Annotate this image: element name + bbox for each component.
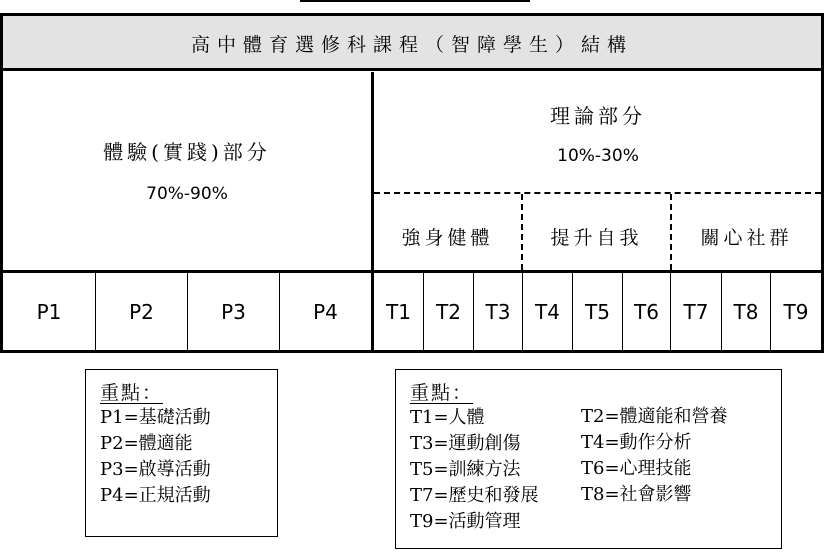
code-cell: T6 bbox=[623, 273, 671, 351]
code-cell: T3 bbox=[474, 273, 523, 351]
legend-t-line: T6=心理技能 bbox=[581, 458, 692, 479]
legend-p-line: P3=啟導活動 bbox=[100, 459, 211, 480]
code-cell: P1 bbox=[3, 273, 96, 351]
legend-p-line: P1=基礎活動 bbox=[100, 407, 211, 428]
legend-t-line: T8=社會影響 bbox=[581, 484, 692, 505]
title-divider bbox=[3, 68, 821, 71]
code-cell: T2 bbox=[424, 273, 474, 351]
group-community-care: 關心社群 bbox=[700, 227, 793, 249]
experience-label: 體驗(實踐)部分 bbox=[103, 140, 271, 164]
legend-t-line: T7=歷史和發展 bbox=[410, 485, 539, 506]
code-cell: T1 bbox=[374, 273, 424, 351]
legend-t-line: T9=活動管理 bbox=[410, 511, 521, 532]
theory-label: 理論部分 bbox=[550, 104, 646, 128]
experience-percent: 70%-90% bbox=[146, 184, 228, 204]
experience-section bbox=[3, 72, 371, 269]
theory-percent: 10%-30% bbox=[557, 146, 639, 166]
theory-group-divider bbox=[374, 192, 821, 194]
legend-p-line: P2=體適能 bbox=[100, 433, 193, 454]
code-cell: P4 bbox=[280, 273, 374, 351]
code-cell: P3 bbox=[188, 273, 280, 351]
code-row bbox=[3, 273, 821, 351]
table-title: 高中體育選修科課程（智障學生）結構 bbox=[3, 16, 821, 70]
code-cell: T7 bbox=[671, 273, 722, 351]
group-self-improvement: 提升自我 bbox=[550, 227, 643, 249]
legend-t-line: T5=訓練方法 bbox=[410, 459, 521, 480]
legend-t-line: T1=人體 bbox=[410, 407, 485, 428]
top-rule bbox=[300, 0, 530, 5]
code-cell: P2 bbox=[96, 273, 188, 351]
code-cell: T5 bbox=[573, 273, 623, 351]
group-strong-body: 強身健體 bbox=[401, 227, 494, 249]
legend-t-line: T4=動作分析 bbox=[581, 432, 692, 453]
legend-t-box bbox=[395, 369, 782, 549]
code-cell: T9 bbox=[783, 300, 809, 324]
legend-p-line: P4=正規活動 bbox=[100, 485, 211, 506]
legend-p-box bbox=[85, 369, 278, 537]
code-cell: T4 bbox=[523, 273, 573, 351]
code-cell: T8 bbox=[722, 273, 771, 351]
legend-t-line: T2=體適能和營養 bbox=[581, 406, 728, 427]
legend-t-line: T3=運動創傷 bbox=[410, 433, 521, 454]
legend-t-heading: 重點： bbox=[410, 382, 474, 404]
legend-p-heading: 重點： bbox=[100, 382, 164, 404]
structure-table bbox=[0, 13, 824, 353]
